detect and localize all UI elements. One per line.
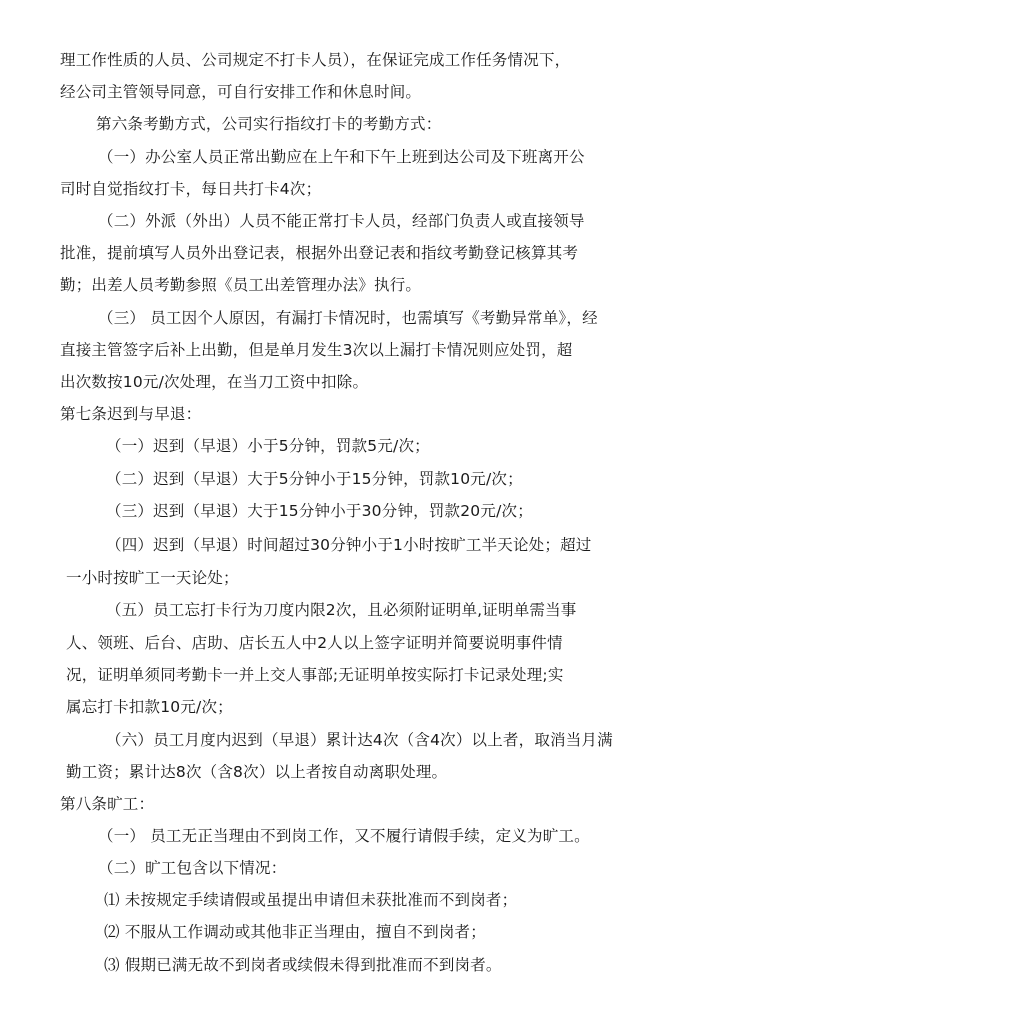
text-line: 勤；出差人员考勤参照《员工出差管理办法》执行。 xyxy=(60,276,422,294)
article-heading: 第七条迟到与早退： xyxy=(60,405,202,423)
text-line: ⑶ 假期已满无故不到岗者或续假未得到批准而不到岗者。 xyxy=(104,956,502,974)
article-heading: 第六条考勤方式，公司实行指纹打卡的考勤方式： xyxy=(96,115,442,133)
text-line: ⑴ 未按规定手续请假或虽提出申请但未获批准而不到岗者； xyxy=(104,891,518,909)
text-line: 人、领班、后台、店助、店长五人中2人以上签字证明并简要说明事件情 xyxy=(66,634,563,652)
text-line: 批准，提前填写人员外出登记表，根据外出登记表和指纹考勤登记核算其考 xyxy=(60,244,579,262)
text-line: 直接主管签字后补上出勤，但是单月发生3次以上漏打卡情况则应处罚，超 xyxy=(60,341,573,359)
text-line: 理工作性质的人员、公司规定不打卡人员），在保证完成工作任务情况下， xyxy=(60,51,571,69)
text-line: （一）迟到（早退）小于5分钟，罚款5元/次； xyxy=(106,437,430,455)
text-line: （四）迟到（早退）时间超过30分钟小于1小时按旷工半天论处；超过 xyxy=(106,536,592,554)
text-line: 司时自觉指纹打卡，每日共打卡4次； xyxy=(60,180,322,198)
text-line: （三）迟到（早退）大于15分钟小于30分钟，罚款20元/次； xyxy=(106,502,533,520)
text-line: （二）外派（外出）人员不能正常打卡人员，经部门负责人或直接领导 xyxy=(98,212,585,230)
text-line: （六）员工月度内迟到（早退）累计达4次（含4次）以上者，取消当月满 xyxy=(106,731,613,749)
text-line: （二）旷工包含以下情况： xyxy=(98,859,287,877)
text-line: （三） 员工因个人原因，有漏打卡情况时，也需填写《考勤异常单》，经 xyxy=(98,309,598,327)
article-heading: 第八条旷工： xyxy=(60,795,155,813)
text-line: 属忘打卡扣款10元/次； xyxy=(66,698,233,716)
text-line: 出次数按10元/次处理，在当刀工资中扣除。 xyxy=(60,373,369,391)
text-line: 勤工资；累计达8次（含8次）以上者按自动离职处理。 xyxy=(66,763,448,781)
text-line: （一）办公室人员正常出勤应在上午和下午上班到达公司及下班离开公 xyxy=(98,148,585,166)
text-line: 况，证明单须同考勤卡一并上交人事部;无证明单按实际打卡记录处理;实 xyxy=(66,666,564,684)
text-line: 经公司主管领导同意，可自行安排工作和休息时间。 xyxy=(60,83,422,101)
text-line: （五）员工忘打卡行为刀度内限2次，且必须附证明单,证明单需当事 xyxy=(106,601,577,619)
text-line: （一） 员工无正当理由不到岗工作，又不履行请假手续，定义为旷工。 xyxy=(98,827,590,845)
text-line: 一小时按旷工一天论处； xyxy=(66,569,239,587)
text-line: ⑵ 不服从工作调动或其他非正当理由，擅自不到岗者； xyxy=(104,923,486,941)
text-line: （二）迟到（早退）大于5分钟小于15分钟，罚款10元/次； xyxy=(106,470,523,488)
